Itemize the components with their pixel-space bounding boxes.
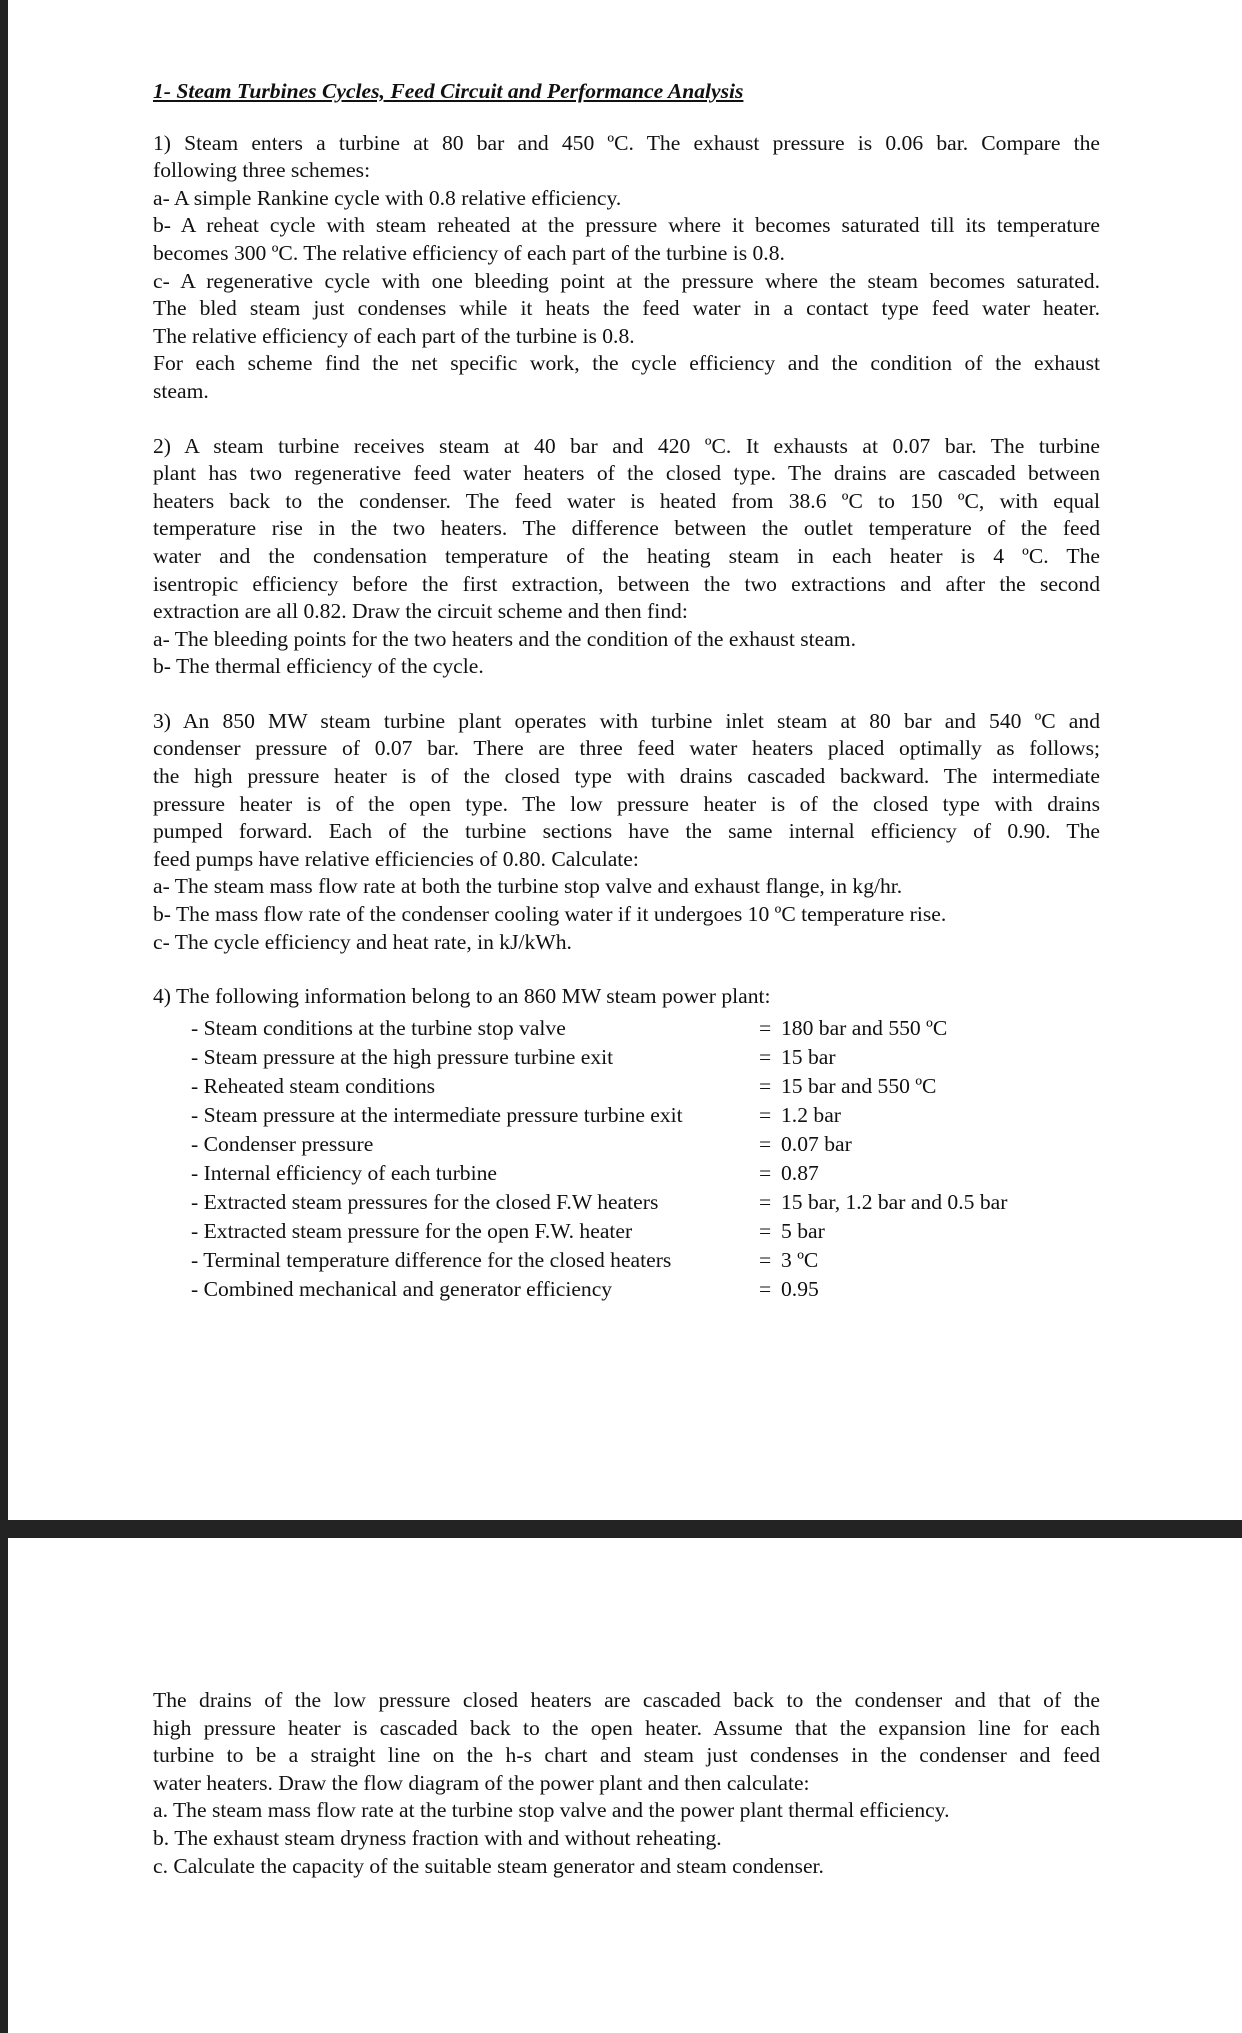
q4-cont-line: The drains of the low pressure closed heaters are cascaded back to the condenser and that of the	[153, 1688, 1100, 1712]
spec-row	[191, 1014, 1100, 1043]
spec-value: 15 bar	[781, 1044, 836, 1069]
q3-line: feed pumps have relative efficiencies of 0.80. Calculate:	[153, 846, 639, 871]
equals-sign: =	[759, 1160, 772, 1185]
q1-line: For each scheme find the net specific work, the cycle efficiency and the condition of the exhaust	[153, 351, 1100, 376]
q2-line: plant has two regenerative feed water heaters of the closed type. The drains are cascaded between	[153, 461, 1100, 486]
q3-line: pumped forward. Each of the turbine sections have the same internal efficiency of 0.90. The	[153, 819, 1100, 844]
spec-label: - Condenser pressure	[191, 1131, 374, 1156]
spec-value: 0.87	[781, 1160, 819, 1185]
spec-label: - Steam conditions at the turbine stop valve	[191, 1015, 566, 1040]
spec-row	[191, 1159, 1100, 1188]
spec-label: - Steam pressure at the intermediate pressure turbine exit	[191, 1102, 683, 1127]
q4-intro: 4) The following information belong to an 860 MW steam power plant:	[153, 984, 771, 1009]
spec-value: 0.07 bar	[781, 1131, 852, 1156]
q1-line: 1) Steam enters a turbine at 80 bar and 450 ºC. The exhaust pressure is 0.06 bar. Compare the	[153, 130, 1100, 155]
q4-cont-line: high pressure heater is cascaded back to the open heater. Assume that the expansion line for each	[153, 1715, 1100, 1740]
question-1	[153, 130, 1100, 406]
equals-sign: =	[759, 1247, 772, 1272]
equals-sign: =	[759, 1044, 772, 1069]
question-2	[153, 433, 1100, 681]
q4-cont-line: water heaters. Draw the flow diagram of the power plant and then calculate:	[153, 1770, 810, 1795]
section-title: 1- Steam Turbines Cycles, Feed Circuit and Performance Analysis	[153, 79, 744, 103]
q3-line: b- The mass flow rate of the condenser cooling water if it undergoes 10 ºC temperature rise.	[153, 902, 947, 927]
equals-sign: =	[759, 1102, 772, 1127]
q2-line: b- The thermal efficiency of the cycle.	[153, 654, 484, 679]
q4-cont-line: c. Calculate the capacity of the suitable steam generator and steam condenser.	[153, 1853, 824, 1878]
q4-cont-line: turbine to be a straight line on the h-s chart and steam just condenses in the condenser and feed	[153, 1743, 1100, 1768]
spec-label: - Extracted steam pressures for the closed F.W heaters	[191, 1189, 659, 1214]
q3-line: pressure heater is of the open type. The low pressure heater is of the closed type with drains	[153, 791, 1100, 816]
spec-row	[191, 1217, 1100, 1246]
spec-row	[191, 1246, 1100, 1275]
spec-row	[191, 1101, 1100, 1130]
q1-line: b- A reheat cycle with steam reheated at the pressure where it becomes saturated till its temperature	[153, 213, 1100, 238]
spec-value: 5 bar	[781, 1218, 825, 1243]
spec-value: 15 bar, 1.2 bar and 0.5 bar	[781, 1189, 1008, 1214]
q1-line: c- A regenerative cycle with one bleeding point at the pressure where the steam becomes saturated.	[153, 268, 1100, 293]
q1-line: The bled steam just condenses while it heats the feed water in a contact type feed water heater.	[153, 296, 1100, 321]
equals-sign: =	[759, 1189, 772, 1214]
q2-line: temperature rise in the two heaters. The difference between the outlet temperature of the feed	[153, 516, 1100, 541]
q3-line: 3) An 850 MW steam turbine plant operates with turbine inlet steam at 80 bar and 540 ºC and	[153, 708, 1100, 733]
question-3	[153, 708, 1100, 956]
page-2-content	[153, 1687, 1100, 1907]
q1-line: steam.	[153, 378, 209, 403]
q3-line: a- The steam mass flow rate at both the turbine stop valve and exhaust flange, in kg/hr.	[153, 874, 903, 899]
spec-value: 1.2 bar	[781, 1102, 841, 1127]
spec-value: 15 bar and 550 ºC	[781, 1073, 937, 1098]
q2-line: extraction are all 0.82. Draw the circuit scheme and then find:	[153, 599, 688, 624]
spec-row	[191, 1275, 1100, 1304]
equals-sign: =	[759, 1218, 772, 1243]
spec-row	[191, 1130, 1100, 1159]
spec-value: 3 ºC	[781, 1247, 819, 1272]
spec-value: 0.95	[781, 1276, 819, 1301]
equals-sign: =	[759, 1015, 772, 1040]
q1-line: The relative efficiency of each part of the turbine is 0.8.	[153, 323, 635, 348]
spec-row	[191, 1188, 1100, 1217]
spec-label: - Reheated steam conditions	[191, 1073, 436, 1098]
q4-cont-line: a. The steam mass flow rate at the turbine stop valve and the power plant thermal efficiency.	[153, 1798, 950, 1823]
q3-line: the high pressure heater is of the closed type with drains cascaded backward. The intermediate	[153, 764, 1100, 789]
q2-line: water and the condensation temperature of the heating steam in each heater is 4 ºC. The	[153, 543, 1100, 568]
spec-label: - Combined mechanical and generator efficiency	[191, 1276, 613, 1301]
q2-line: a- The bleeding points for the two heaters and the condition of the exhaust steam.	[153, 626, 856, 651]
q3-line: condenser pressure of 0.07 bar. There are three feed water heaters placed optimally as follows;	[153, 736, 1100, 761]
equals-sign: =	[759, 1073, 772, 1098]
q2-line: isentropic efficiency before the first extraction, between the two extractions and after the second	[153, 571, 1100, 596]
page-1	[8, 0, 1242, 1520]
spec-row	[191, 1043, 1100, 1072]
q3-line: c- The cycle efficiency and heat rate, in kJ/kWh.	[153, 929, 572, 954]
q1-line: becomes 300 ºC. The relative efficiency of each part of the turbine is 0.8.	[153, 240, 785, 265]
question-4-continued	[153, 1687, 1100, 1880]
spec-value: 180 bar and 550 ºC	[781, 1015, 948, 1040]
q2-line: heaters back to the condenser. The feed water is heated from 38.6 ºC to 150 ºC, with equal	[153, 488, 1100, 513]
spec-label: - Terminal temperature difference for the closed heaters	[191, 1247, 672, 1272]
spec-label: - Extracted steam pressure for the open F.W. heater	[191, 1218, 633, 1243]
page-1-content	[153, 78, 1100, 1304]
q1-line: following three schemes:	[153, 158, 371, 183]
q1-line: a- A simple Rankine cycle with 0.8 relative efficiency.	[153, 185, 622, 210]
equals-sign: =	[759, 1131, 772, 1156]
spec-list	[191, 1014, 1100, 1304]
spec-row	[191, 1072, 1100, 1101]
q2-line: 2) A steam turbine receives steam at 40 bar and 420 ºC. It exhausts at 0.07 bar. The turbine	[153, 433, 1100, 458]
question-4	[153, 983, 1100, 1304]
equals-sign: =	[759, 1276, 772, 1301]
q4-cont-line: b. The exhaust steam dryness fraction with and without reheating.	[153, 1825, 722, 1850]
spec-label: - Steam pressure at the high pressure turbine exit	[191, 1044, 614, 1069]
spec-label: - Internal efficiency of each turbine	[191, 1160, 497, 1185]
page-2	[8, 1538, 1242, 2033]
